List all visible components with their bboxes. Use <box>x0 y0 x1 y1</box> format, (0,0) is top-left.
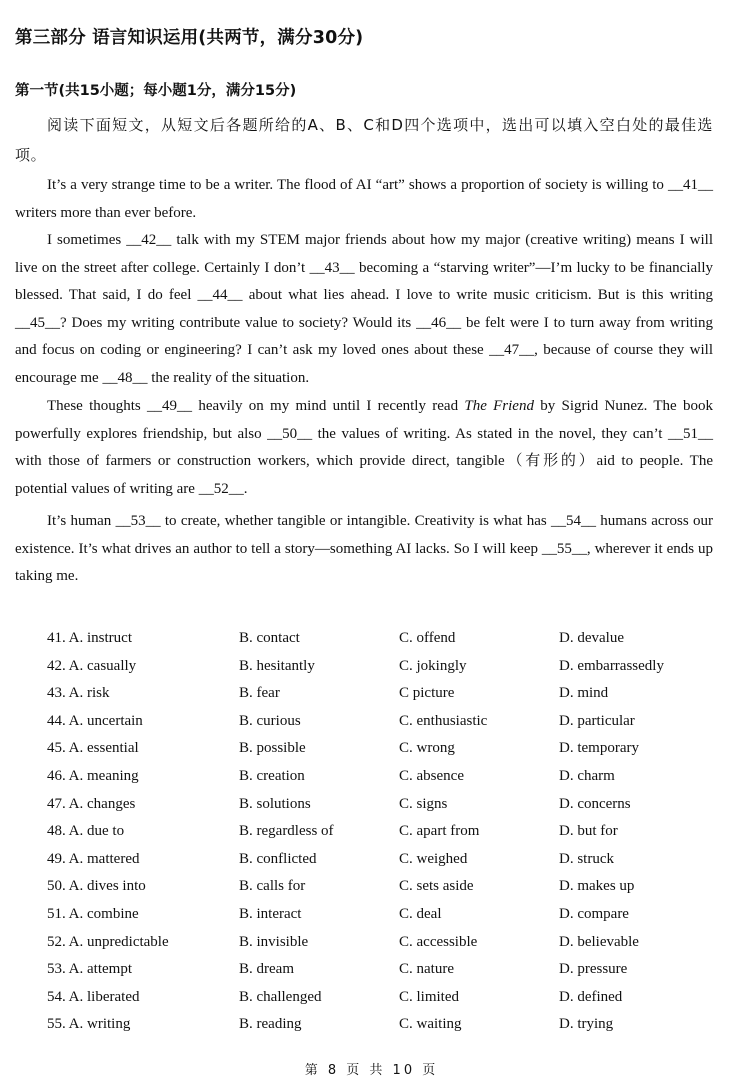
option-c: C. limited <box>399 988 459 1005</box>
option-a: 43. A. risk <box>47 685 110 702</box>
option-c: C. accessible <box>399 933 478 950</box>
option-c: C. deal <box>399 905 442 922</box>
option-a: 50. A. dives into <box>47 878 146 895</box>
question-row <box>47 653 727 681</box>
option-c: C. jokingly <box>399 657 467 674</box>
paragraph-text: It’s human __53__ to create, whether tangible or intangible. Creativity is what has __54__ humans across our existence. It’s what drives an author to tell a story—something AI lacks. So I will keep __55__, wherever it ends up taking me. <box>15 513 713 585</box>
option-c: C. enthusiastic <box>399 712 488 729</box>
question-row <box>47 1011 727 1039</box>
question-row <box>47 680 727 708</box>
option-b: B. conflicted <box>239 850 317 867</box>
option-a: 42. A. casually <box>47 657 137 674</box>
option-a: 52. A. unpredictable <box>47 933 169 950</box>
option-b: B. fear <box>239 685 280 702</box>
part-title: 第三部分 语言知识运用(共两节，满分30分) <box>15 28 364 48</box>
option-d: D. temporary <box>559 740 639 757</box>
paragraph-text: It’s a very strange time to be a writer. The flood of AI “art” shows a proportion of society is willing to __41__ writers more than ever before. <box>15 177 713 221</box>
option-a: 55. A. writing <box>47 1016 131 1033</box>
option-d: D. devalue <box>559 630 624 646</box>
question-row <box>47 708 727 736</box>
option-b: B. challenged <box>239 988 322 1005</box>
question-row <box>47 984 727 1012</box>
question-row <box>47 956 727 984</box>
question-row <box>47 818 727 846</box>
question-row <box>47 873 727 901</box>
paragraph-text <box>15 393 713 503</box>
option-d: D. compare <box>559 905 629 922</box>
option-d: D. embarrassedly <box>559 657 664 674</box>
option-b: B. invisible <box>239 933 309 950</box>
option-c: C picture <box>399 685 455 702</box>
instructions-text: 阅读下面短文，从短文后各题所给的A、B、C和D四个选项中，选出可以填入空白处的最佳选项。 <box>15 116 713 164</box>
options-list <box>47 625 727 1039</box>
option-d: D. trying <box>559 1016 614 1033</box>
option-a: 48. A. due to <box>47 823 125 840</box>
question-row <box>47 791 727 819</box>
option-c: C. offend <box>399 630 456 646</box>
option-b: B. regardless of <box>239 823 334 840</box>
option-b: B. creation <box>239 767 305 784</box>
option-d: D. mind <box>559 685 609 702</box>
option-d: D. charm <box>559 767 615 784</box>
paragraph-text: I sometimes __42__ talk with my STEM major friends about how my major (creative writing) means I will live on the street after college. Certainly I don’t __43__ becoming a “starving writer”—I’m lucky to be financially blessed. That said, I do feel __44__ about what lies ahead. I love to write music criticism. But is this writing __45__? Does my writing contribute value to society? Would its __46__ be felt were I to turn away from writing and focus on coding or engineering? I can’t ask my loved ones about these __47__, because of course they will encourage me __48__ the reality of the situation. <box>15 232 713 386</box>
question-row <box>47 735 727 763</box>
option-b: B. contact <box>239 630 300 646</box>
page-footer: 第 8 页 共 10 页 <box>304 1063 439 1078</box>
instructions <box>15 110 713 170</box>
passage-paragraph-1 <box>15 172 713 227</box>
option-a: 45. A. essential <box>47 740 139 757</box>
option-b: B. possible <box>239 740 306 757</box>
option-d: D. struck <box>559 850 614 867</box>
option-b: B. dream <box>239 961 294 978</box>
option-c: C. apart from <box>399 823 480 840</box>
option-d: D. defined <box>559 988 623 1005</box>
question-row <box>47 901 727 929</box>
paragraph-text-part: These thoughts __49__ heavily on my mind until I recently read <box>47 398 465 414</box>
question-row <box>47 625 727 653</box>
option-a: 47. A. changes <box>47 795 136 812</box>
option-a: 46. A. meaning <box>47 767 139 784</box>
question-row <box>47 929 727 957</box>
passage-paragraph-2 <box>15 227 713 393</box>
option-c: C. sets aside <box>399 878 474 895</box>
section-title: 第一节(共15小题；每小题1分，满分15分) <box>15 83 297 99</box>
option-d: D. particular <box>559 712 635 729</box>
option-a: 53. A. attempt <box>47 961 132 978</box>
paragraph-text-part: by Sigrid Nunez. The book powerfully explores friendship, but also __50__ the values of writing. As stated in the novel, they can’t __51__ with those of farmers or construction workers, which provide direct, tangible（有形的）aid to people. The potential values of writing are __52__. <box>15 398 713 497</box>
book-title: The Friend <box>464 398 534 414</box>
option-c: C. signs <box>399 795 448 812</box>
option-b: B. curious <box>239 712 301 729</box>
option-d: D. pressure <box>559 961 628 978</box>
option-d: D. makes up <box>559 878 635 895</box>
option-c: C. nature <box>399 961 454 978</box>
option-c: C. wrong <box>399 740 455 757</box>
option-d: D. concerns <box>559 795 631 812</box>
option-a: 51. A. combine <box>47 905 139 922</box>
question-row <box>47 763 727 791</box>
option-c: C. weighed <box>399 850 468 867</box>
option-d: D. but for <box>559 823 618 840</box>
option-a: 49. A. mattered <box>47 850 140 867</box>
passage-paragraph-3 <box>15 393 713 503</box>
option-d: D. believable <box>559 933 639 950</box>
option-b: B. reading <box>239 1016 302 1033</box>
passage-paragraph-4 <box>15 508 713 591</box>
option-b: B. hesitantly <box>239 657 315 674</box>
option-a: 41. A. instruct <box>47 630 132 646</box>
option-a: 54. A. liberated <box>47 988 140 1005</box>
option-b: B. calls for <box>239 878 306 895</box>
question-row <box>47 846 727 874</box>
option-b: B. solutions <box>239 795 311 812</box>
option-a: 44. A. uncertain <box>47 712 143 729</box>
option-c: C. absence <box>399 767 464 784</box>
option-b: B. interact <box>239 905 302 922</box>
option-c: C. waiting <box>399 1016 462 1033</box>
